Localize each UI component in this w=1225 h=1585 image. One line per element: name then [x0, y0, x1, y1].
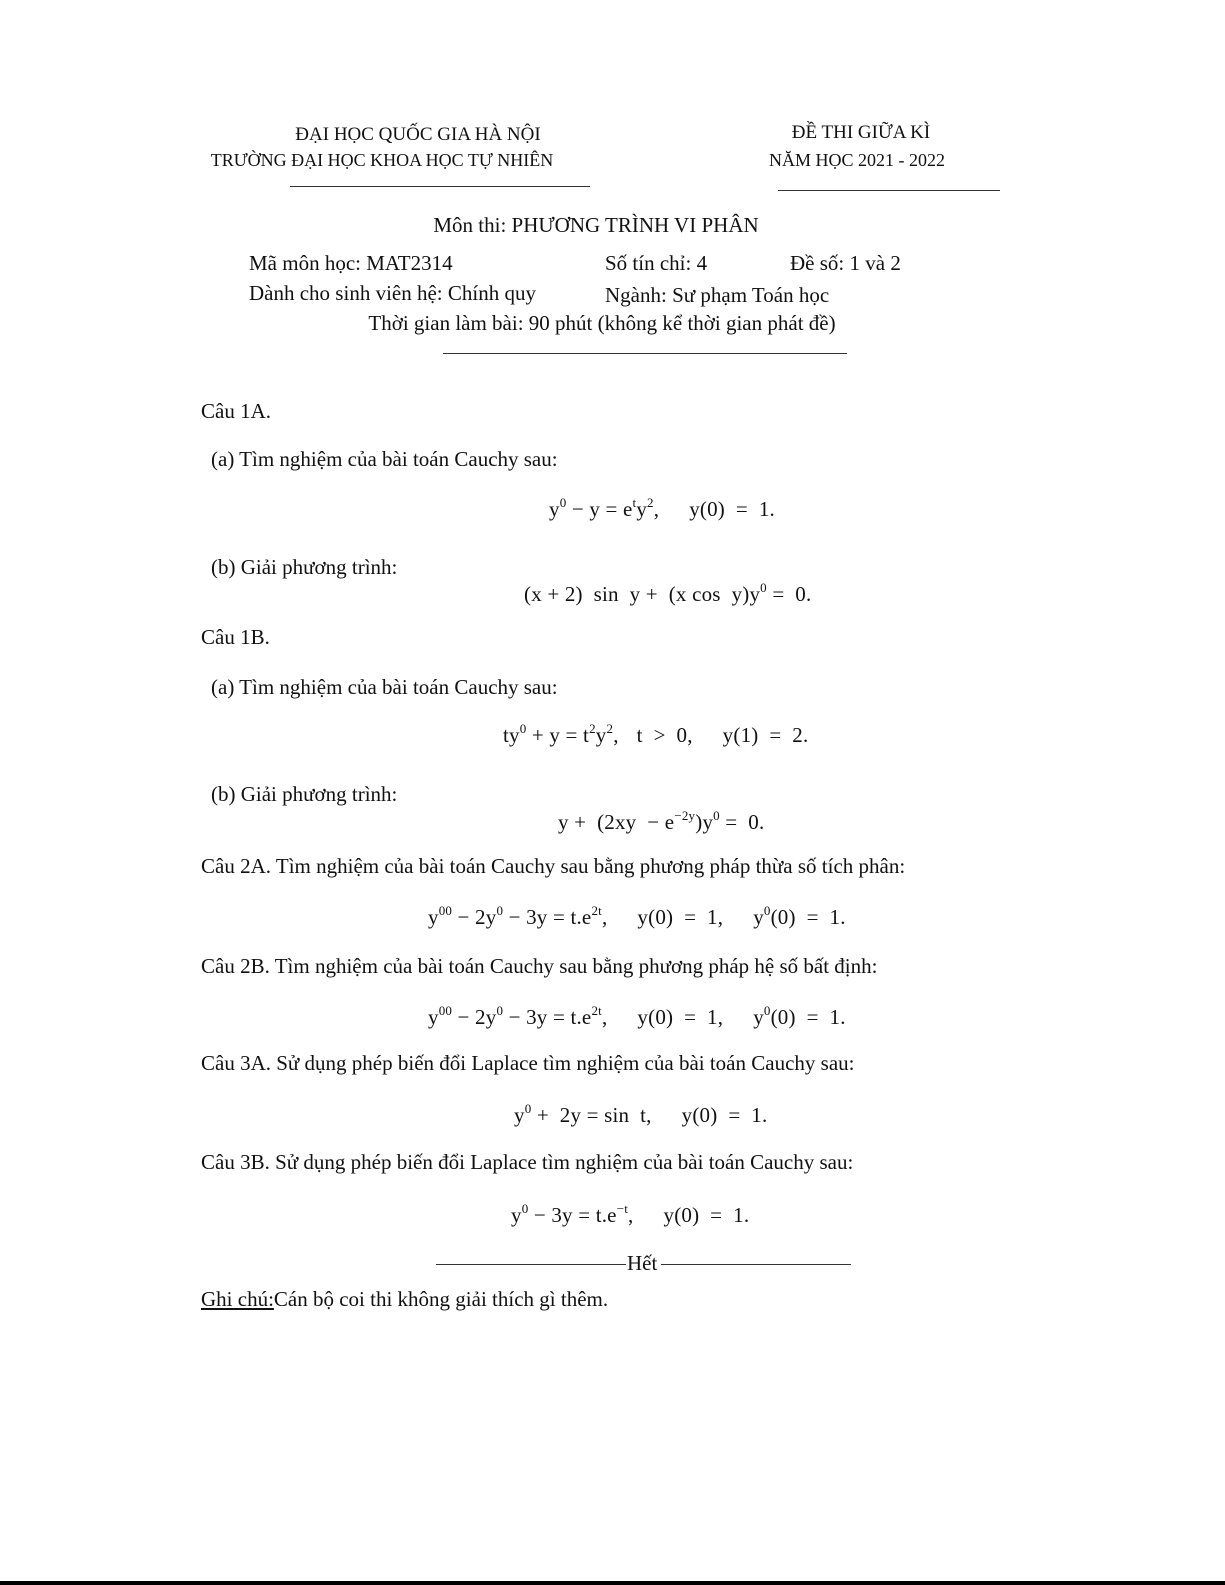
credits: Số tín chỉ: 4	[605, 251, 708, 275]
q1a-equation-b: (x + 2) sin y + (x $\cos y)y^0 = 0$.	[524, 580, 812, 606]
q1b-title: Câu 1B.	[201, 625, 270, 649]
q1b-equation-a: $ty^0 + y = t^2y^2$, t > 0, y(1) = 2.	[503, 721, 809, 747]
page-bottom-border	[0, 1581, 1225, 1585]
q1a-part-b: (b) Giải phương trình:	[211, 555, 398, 579]
course-rule	[443, 353, 847, 354]
q1a-part-a: (a) Tìm nghiệm của bài toán Cauchy sau:	[211, 447, 558, 471]
student-type: Dành cho sinh viên hệ: Chính quy	[249, 281, 536, 305]
end-rule-right	[661, 1264, 851, 1265]
subject-line: Môn thi: PHƯƠNG TRÌNH VI PHÂN	[433, 213, 759, 237]
header-left-rule	[290, 186, 590, 187]
major: Ngành: Sư phạm Toán học	[605, 283, 830, 307]
exam-title: ĐỀ THI GIỮA KÌ	[791, 122, 931, 143]
end-marker: Hết	[627, 1251, 658, 1275]
q3a-statement: Câu 3A. Sử dụng phép biến đổi Laplace tìm nghiệm của bài toán Cauchy sau:	[201, 1051, 855, 1075]
q2a-equation: $y^{00} - 2y^0 - 3y = t.e^{2t}$, y(0) = 1, $y^0(0) = 1$.	[428, 903, 846, 929]
note	[201, 1289, 608, 1310]
exam-number: Đề số: 1 và 2	[790, 251, 901, 275]
q3a-equation: $y^0 + 2y = \sin t$, y(0) = 1.	[514, 1101, 768, 1127]
q2a-statement: Câu 2A. Tìm nghiệm của bài toán Cauchy sau bằng phương pháp thừa số tích phân:	[201, 854, 906, 878]
q1a-title: Câu 1A.	[201, 399, 271, 423]
q2b-statement: Câu 2B. Tìm nghiệm của bài toán Cauchy sau bằng phương pháp hệ số bất định:	[201, 954, 878, 978]
note-text: Cán bộ coi thi không giải thích gì thêm.	[273, 1287, 609, 1311]
end-rule-left	[436, 1264, 626, 1265]
q2b-equation: $y^{00} - 2y^0 - 3y = t.e^{2t}$, y(0) = 1, $y^0(0) = 1$.	[428, 1003, 846, 1029]
duration: Thời gian làm bài: 90 phút (không kể thời gian phát đề)	[368, 311, 836, 335]
header-right-rule	[778, 190, 1000, 191]
q1a-equation-a: $y^0 - y = e^ty^2$, y(0) = 1.	[549, 495, 775, 521]
note-label: Ghi chú:	[201, 1287, 274, 1311]
q1b-equation-b: $y + (2xy - e^{-2y})y^0 = 0$.	[558, 808, 765, 834]
q1b-part-b: (b) Giải phương trình:	[211, 782, 398, 806]
q3b-statement: Câu 3B. Sử dụng phép biến đổi Laplace tìm nghiệm của bài toán Cauchy sau:	[201, 1150, 854, 1174]
academic-year: NĂM HỌC 2021 - 2022	[768, 150, 946, 170]
q1b-part-a: (a) Tìm nghiệm của bài toán Cauchy sau:	[211, 675, 558, 699]
course-code: Mã môn học: MAT2314	[249, 251, 453, 275]
q3b-equation: $y^0 - 3y = t.e^{-t}$, y(0) = 1.	[511, 1201, 750, 1227]
university-name: ĐẠI HỌC QUỐC GIA HÀ NỘI	[295, 124, 541, 145]
school-name: TRƯỜNG ĐẠI HỌC KHOA HỌC TỰ NHIÊN	[210, 150, 554, 170]
